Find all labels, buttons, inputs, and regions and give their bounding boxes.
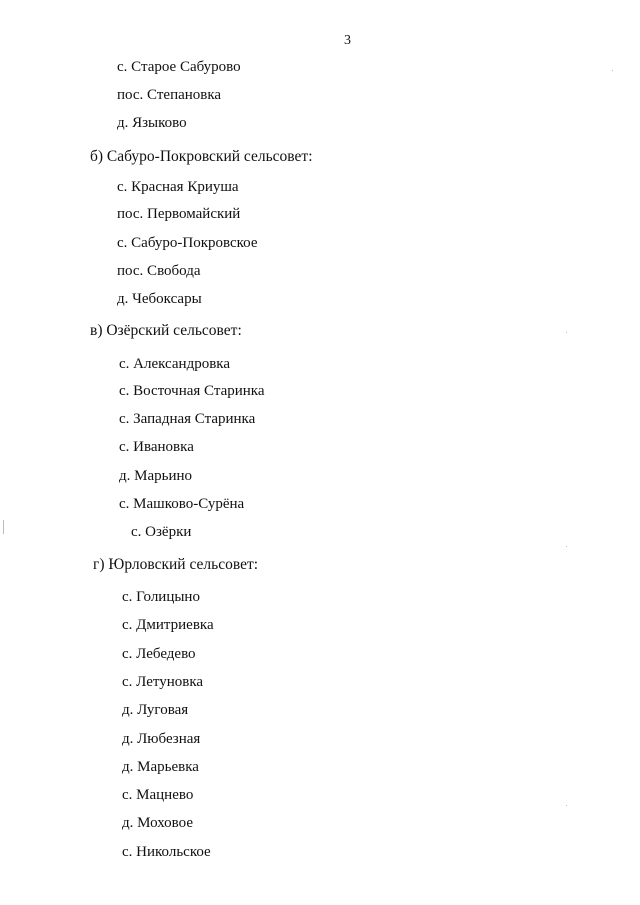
scan-speck — [566, 332, 567, 333]
list-item: д. Языково — [117, 115, 187, 131]
list-item: с. Красная Криуша — [117, 179, 239, 195]
list-item: пос. Свобода — [117, 263, 201, 279]
scan-speck — [566, 805, 567, 806]
list-item: с. Летуновка — [122, 674, 204, 690]
list-item: с. Старое Сабурово — [117, 59, 241, 75]
list-item: д. Любезная — [122, 731, 201, 747]
section-heading: б) Сабуро-Покровский сельсовет: — [90, 148, 313, 165]
list-item: с. Ивановка — [119, 439, 194, 455]
list-item: д. Луговая — [122, 702, 189, 718]
scan-speck — [566, 546, 567, 547]
list-item: с. Машково-Сурёна — [119, 496, 245, 512]
list-item: с. Дмитриевка — [122, 617, 214, 633]
list-item: с. Александровка — [119, 356, 231, 372]
list-item: с. Голицыно — [122, 589, 200, 605]
list-item: д. Чебоксары — [117, 291, 202, 307]
page-number: 3 — [344, 33, 351, 48]
list-item: с. Лебедево — [122, 646, 196, 662]
list-item: д. Моховое — [122, 815, 193, 831]
list-item: пос. Степановка — [117, 87, 222, 103]
list-item: д. Марьевка — [122, 759, 199, 775]
scan-mark — [3, 520, 4, 534]
list-item: с. Западная Старинка — [119, 411, 256, 427]
list-item: с. Озёрки — [131, 524, 192, 540]
list-item: с. Восточная Старинка — [119, 383, 265, 399]
section-heading: г) Юрловский сельсовет: — [93, 556, 259, 573]
scan-speck — [612, 70, 613, 71]
list-item: д. Марьино — [119, 468, 193, 484]
list-item: с. Мацнево — [122, 787, 194, 803]
section-heading: в) Озёрский сельсовет: — [90, 322, 242, 339]
list-item: пос. Первомайский — [117, 206, 241, 222]
list-item: с. Сабуро-Покровское — [117, 235, 258, 251]
list-item: с. Никольское — [122, 844, 211, 860]
